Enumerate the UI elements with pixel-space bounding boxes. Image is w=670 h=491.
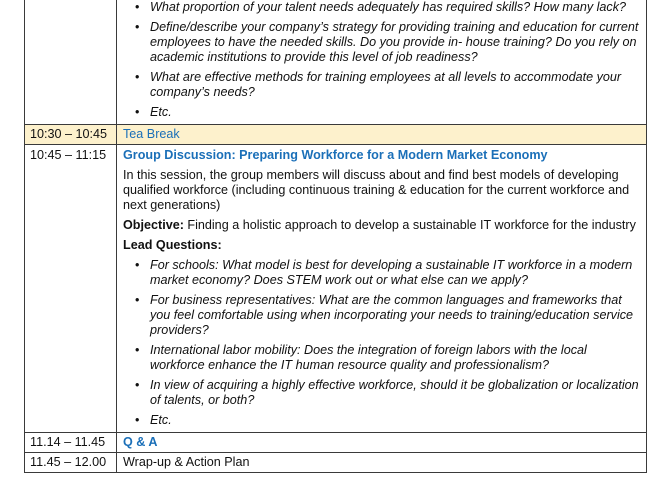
agenda-row-qa (25, 433, 647, 453)
list-item: • Etc. (135, 413, 172, 427)
bullet-icon: • (135, 343, 140, 357)
time-cell-qa: 11.14 – 11.45 (25, 433, 117, 453)
list-item: • Define/describe your company’s strategy for providing training and education for current employees to have the needed skills. Do you provide in- house training? Do you rely on academic institutions to provide this level of job readiness? (135, 20, 639, 64)
agenda-row-tea-break (25, 125, 647, 145)
content-cell-group-discussion (117, 145, 647, 433)
time-cell-group-discussion: 10:45 – 11:15 (25, 145, 117, 433)
list-item: • For schools: What model is best for developing a sustainable IT workforce in a modern market economy? Does STEM work out or what else can we apply? (135, 258, 633, 287)
time-cell-empty (25, 0, 117, 125)
bullet-icon: • (135, 293, 140, 307)
previous-session-bullet-list (123, 0, 642, 120)
list-item: • For business representatives: What are the common languages and frameworks that you feel comfortable using when incorporating your needs to training/education service providers? (135, 293, 634, 337)
session-title-group-discussion: Group Discussion: Preparing Workforce for a Modern Market Economy (123, 148, 548, 162)
session-title-tea-break: Tea Break (117, 125, 647, 145)
lead-questions-list (123, 258, 642, 428)
session-objective (123, 218, 642, 233)
lead-questions-label: Lead Questions: (123, 238, 222, 252)
bullet-icon: • (135, 105, 140, 119)
agenda-row-group-discussion (25, 145, 647, 433)
list-item: • In view of acquiring a highly effective workforce, should it be globalization or localization of talents, or both? (135, 378, 639, 407)
list-item: • Etc. (135, 105, 172, 119)
session-description: In this session, the group members will discuss about and find best models of developing qualified workforce (including continuous training & education for the current workforce and next generations) (123, 168, 630, 212)
objective-text: Finding a holistic approach to develop a sustainable IT workforce for the industry (183, 218, 636, 232)
bullet-icon: • (135, 413, 140, 427)
content-cell-previous-session (117, 0, 647, 125)
session-title-wrapup: Wrap-up & Action Plan (117, 453, 647, 473)
bullet-icon: • (135, 20, 140, 34)
agenda-row-previous-session (25, 0, 647, 125)
bullet-icon: • (135, 70, 140, 84)
bullet-icon: • (135, 258, 140, 272)
objective-label: Objective: (123, 218, 184, 232)
time-cell-tea-break: 10:30 – 10:45 (25, 125, 117, 145)
bullet-icon: • (135, 378, 140, 392)
list-item: • What proportion of your talent needs adequately has required skills? How many lack? (135, 0, 627, 14)
agenda-table (24, 0, 647, 473)
list-item: • What are effective methods for training employees at all levels to accommodate your company’s needs? (135, 70, 622, 99)
list-item: • International labor mobility: Does the integration of foreign labors with the local workforce enhance the IT human resource quality and professionalism? (135, 343, 587, 372)
time-cell-wrapup: 11.45 – 12.00 (25, 453, 117, 473)
bullet-icon: • (135, 0, 140, 14)
session-title-qa: Q & A (117, 433, 647, 453)
agenda-row-wrapup (25, 453, 647, 473)
